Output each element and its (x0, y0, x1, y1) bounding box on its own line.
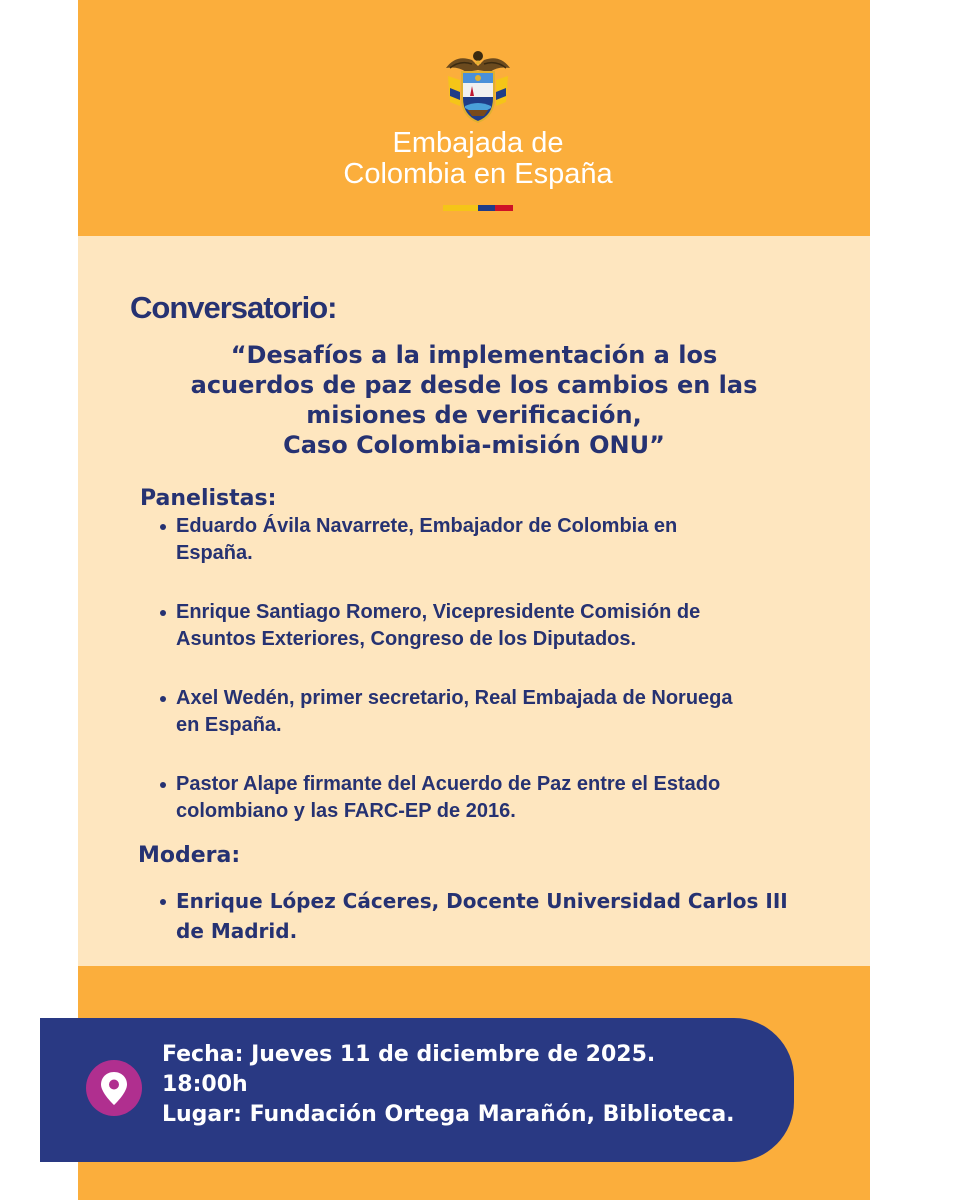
panelist-line: Eduardo Ávila Navarrete, Embajador de Colombia en (176, 515, 678, 537)
flag-yellow (443, 205, 478, 211)
organization-name-line-1: Embajada de (392, 127, 564, 159)
event-details (162, 1040, 735, 1130)
event-title (78, 340, 870, 460)
flag-blue (478, 205, 495, 211)
moderator-line: de Madrid. (176, 919, 298, 943)
event-details-bar (40, 1018, 794, 1162)
event-time: 18:00h (162, 1072, 248, 1097)
list-item (158, 886, 808, 946)
list-item (158, 685, 798, 739)
event-date: Fecha: Jueves 11 de diciembre de 2025. (162, 1042, 656, 1067)
panelist-line: Axel Wedén, primer secretario, Real Embajada de Noruega (176, 687, 733, 709)
event-title-line: “Desafíos a la implementación a los (230, 341, 718, 369)
panelist-line: España. (176, 542, 253, 564)
event-title-line: misiones de verificación, (306, 401, 642, 429)
event-title-line: acuerdos de paz desde los cambios en las (190, 371, 758, 399)
panelist-line: en España. (176, 714, 282, 736)
panelist-line: colombiano y las FARC-EP de 2016. (176, 800, 516, 822)
panelist-line: Enrique Santiago Romero, Vicepresidente Comisión de (176, 601, 701, 623)
header-band (78, 0, 870, 236)
organization-name-line-2: Colombia en España (343, 158, 613, 190)
location-badge (86, 1060, 142, 1116)
colombia-coat-of-arms-icon (442, 46, 514, 126)
list-item (158, 771, 798, 825)
event-title-line: Caso Colombia-misión ONU” (283, 431, 665, 459)
list-item (158, 513, 798, 567)
panelist-line: Pastor Alape firmante del Acuerdo de Paz entre el Estado (176, 773, 721, 795)
moderator-list (158, 886, 808, 946)
list-item (158, 599, 798, 653)
flag-red (495, 205, 513, 211)
event-type-heading: Conversatorio: (130, 290, 337, 325)
moderator-line: Enrique López Cáceres, Docente Universidad Carlos III (176, 889, 788, 913)
panelist-line: Asuntos Exteriores, Congreso de los Diputados. (176, 628, 637, 650)
event-place: Lugar: Fundación Ortega Marañón, Biblioteca. (162, 1102, 735, 1127)
moderator-heading: Modera: (138, 843, 241, 868)
colombia-flag-stripe (443, 205, 513, 211)
panelists-heading: Panelistas: (140, 486, 277, 511)
organization-name (78, 128, 878, 190)
location-pin-icon (86, 1060, 142, 1116)
panelists-list (158, 513, 798, 857)
